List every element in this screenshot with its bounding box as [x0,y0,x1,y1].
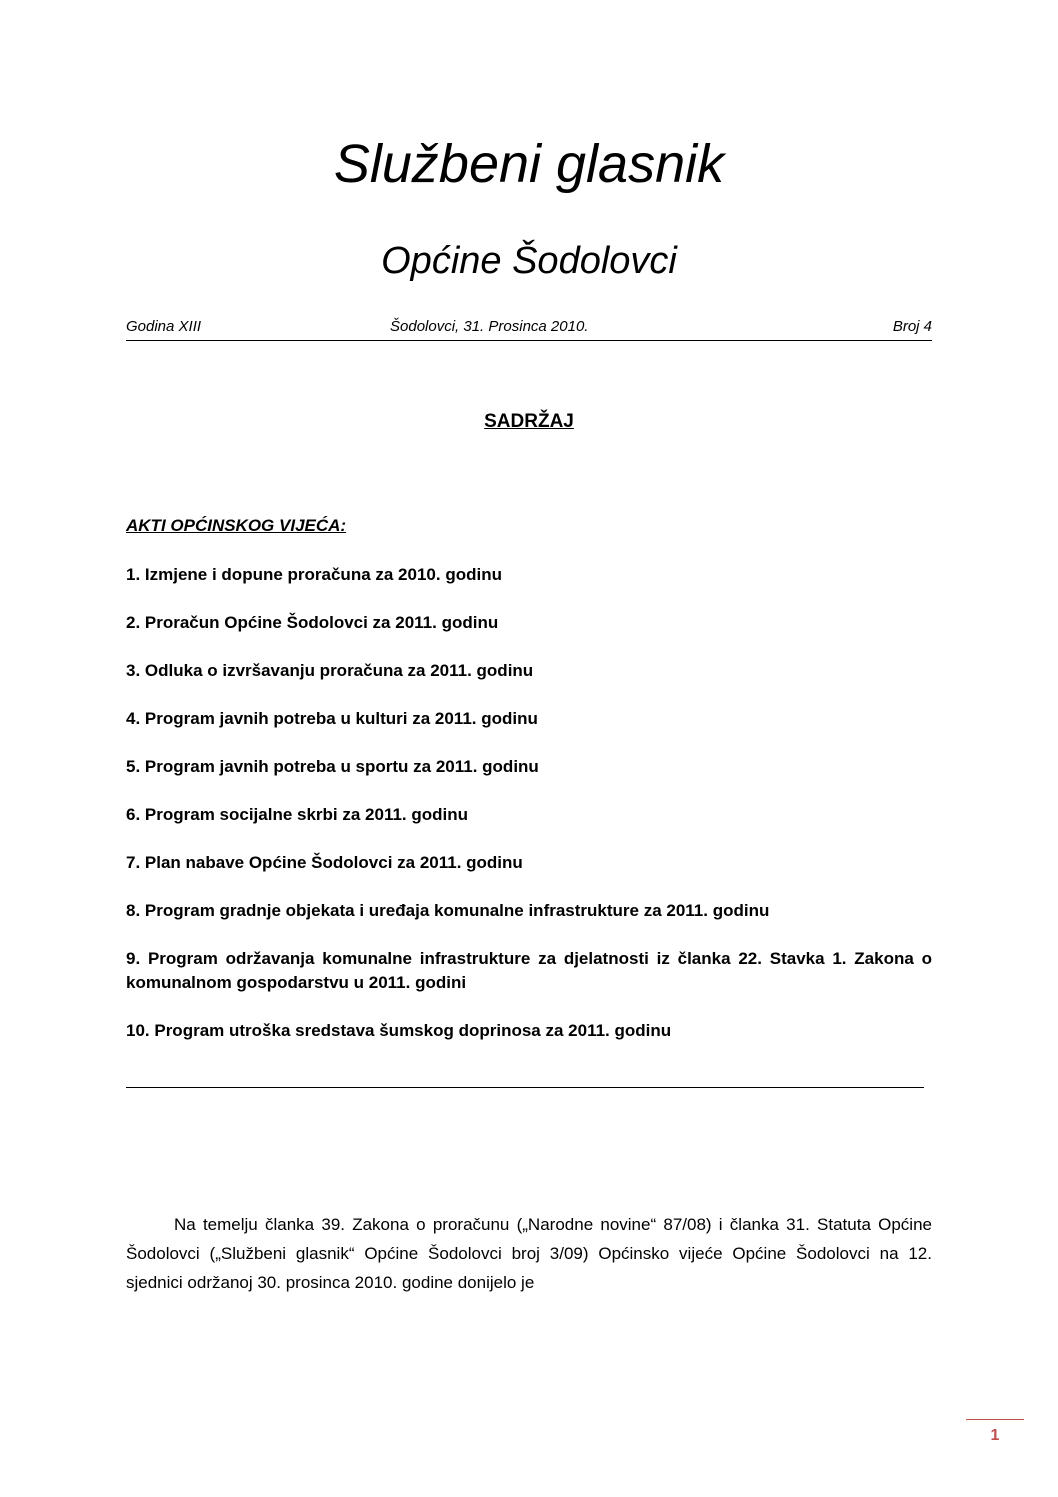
issue-number: Broj 4 [892,318,932,335]
issue-info-line [126,318,932,341]
page-number: 1 [990,1427,1000,1444]
intro-paragraph: Na temelju članka 39. Zakona o proračunu („Narodne novine“ 87/08) i članka 31. Statuta Općine Šodolovci („Službeni glasnik“ Općine Šodolovci broj 3/09) Općinsko vijeće Općine Šodolovci na 12. sjednici održanoj 30. prosinca 2010. godine donijelo je [126,1215,932,1292]
toc-item: 2. Proračun Općine Šodolovci za 2011. godinu [126,613,499,632]
toc-heading: SADRŽAJ [484,411,574,432]
toc-item: 10. Program utroška sredstava šumskog doprinosa za 2011. godinu [126,1021,672,1040]
section-separator [126,1087,924,1088]
footer-rule [966,1419,1024,1420]
toc-item: 5. Program javnih potreba u sportu za 2011. godinu [126,757,539,776]
toc-item: 6. Program socijalne skrbi za 2011. godinu [126,805,469,824]
toc-item: 4. Program javnih potreba u kulturi za 2011. godinu [126,709,538,728]
municipality-subtitle: Općine Šodolovci [381,240,677,282]
section-heading: AKTI OPĆINSKOG VIJEĆA: [126,516,347,535]
gazette-title: Službeni glasnik [333,134,725,194]
toc-item: 8. Program gradnje objekata i uređaja komunalne infrastrukture za 2011. godinu [126,901,770,920]
issue-year: Godina XIII [126,318,202,335]
toc-item: 9. Program održavanja komunalne infrastrukture za djelatnosti iz članka 22. Stavka 1. Zakona o komunalnom gospodarstvu u 2011. godini [126,949,932,992]
toc-item: 3. Odluka o izvršavanju proračuna za 2011. godinu [126,661,534,680]
toc-list [126,563,932,1067]
toc-item: 7. Plan nabave Općine Šodolovci za 2011. godinu [126,853,523,872]
toc-item: 1. Izmjene i dopune proračuna za 2010. godinu [126,565,502,584]
issue-date: Šodolovci, 31. Prosinca 2010. [390,318,589,335]
